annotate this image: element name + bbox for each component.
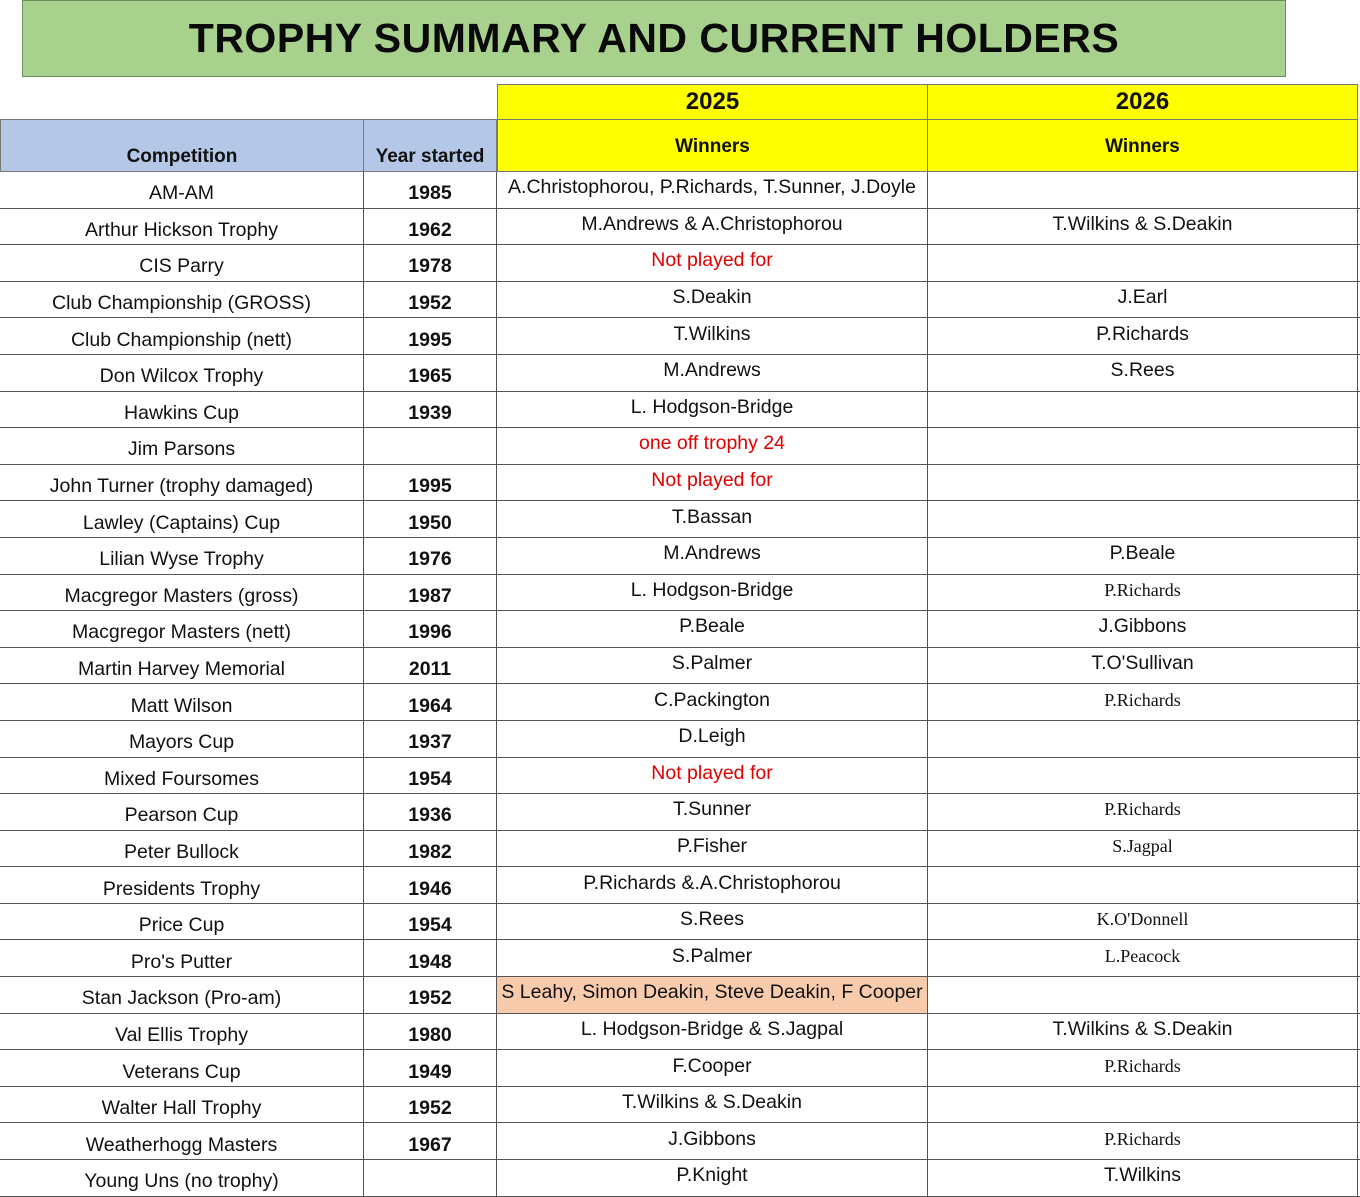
competition-cell: Club Championship (nett) [0,318,364,354]
year-started-cell: 1962 [364,209,497,245]
table-row [0,465,1360,502]
header-competition: Competition [0,119,364,172]
winners-2026-cell: P.Richards [928,318,1358,354]
table-row [0,867,1360,904]
header-winners-2025: Winners [497,119,928,172]
competition-cell: Mixed Foursomes [0,758,364,794]
winners-2026-cell [928,721,1358,757]
year-started-cell: 1985 [364,172,497,208]
competition-cell: Presidents Trophy [0,867,364,903]
winners-2026-cell [928,392,1358,428]
table-row [0,1160,1360,1197]
winners-2026-cell: L.Peacock [928,940,1358,976]
year-started-cell: 1995 [364,318,497,354]
table-row [0,611,1360,648]
year-started-cell: 1976 [364,538,497,574]
year-started-cell: 1978 [364,245,497,281]
table-row [0,245,1360,282]
year-started-cell: 1952 [364,1087,497,1123]
header-year-started: Year started [363,119,497,172]
winners-2025-cell: S Leahy, Simon Deakin, Steve Deakin, F Cooper [497,977,928,1013]
winners-2025-cell: P.Knight [497,1160,928,1196]
table-row [0,940,1360,977]
trophy-table-body [0,172,1360,1197]
winners-2025-cell: T.Sunner [497,794,928,830]
year-started-cell: 1948 [364,940,497,976]
winners-2025-cell: M.Andrews [497,538,928,574]
year-started-cell: 1996 [364,611,497,647]
competition-cell: Pro's Putter [0,940,364,976]
table-row [0,1087,1360,1124]
winners-2025-cell: T.Bassan [497,501,928,537]
table-row [0,209,1360,246]
table-row [0,794,1360,831]
winners-2026-cell: P.Richards [928,575,1358,611]
winners-2026-cell [928,758,1358,794]
year-started-cell: 1937 [364,721,497,757]
competition-cell: Jim Parsons [0,428,364,464]
table-row [0,721,1360,758]
title-banner [22,0,1286,77]
winners-2026-cell: P.Beale [928,538,1358,574]
competition-cell: Matt Wilson [0,684,364,720]
winners-2025-cell: M.Andrews [497,355,928,391]
table-row [0,684,1360,721]
table-row [0,392,1360,429]
winners-2026-cell: S.Jagpal [928,831,1358,867]
winners-2026-cell: T.O'Sullivan [928,648,1358,684]
competition-cell: Macgregor Masters (gross) [0,575,364,611]
winners-2026-cell [928,465,1358,501]
year-started-cell: 1995 [364,465,497,501]
winners-2025-cell: D.Leigh [497,721,928,757]
winners-2026-cell: J.Gibbons [928,611,1358,647]
competition-cell: AM-AM [0,172,364,208]
competition-cell: Peter Bullock [0,831,364,867]
header-year-2025: 2025 [497,84,928,120]
year-started-cell: 2011 [364,648,497,684]
competition-cell: Macgregor Masters (nett) [0,611,364,647]
winners-2025-cell: C.Packington [497,684,928,720]
winners-2025-cell: J.Gibbons [497,1123,928,1159]
winners-2025-cell: P.Richards &.A.Christophorou [497,867,928,903]
header-year-2026: 2026 [927,84,1358,120]
winners-2025-cell: S.Palmer [497,648,928,684]
winners-2026-cell [928,501,1358,537]
year-started-cell: 1964 [364,684,497,720]
competition-cell: Hawkins Cup [0,392,364,428]
competition-cell: CIS Parry [0,245,364,281]
table-row [0,648,1360,685]
table-row [0,318,1360,355]
winners-2026-cell: S.Rees [928,355,1358,391]
winners-2025-cell: T.Wilkins [497,318,928,354]
year-started-cell: 1950 [364,501,497,537]
winners-2026-cell: K.O'Donnell [928,904,1358,940]
winners-2026-cell: P.Richards [928,684,1358,720]
competition-cell: Lawley (Captains) Cup [0,501,364,537]
year-started-cell: 1967 [364,1123,497,1159]
table-row [0,1123,1360,1160]
winners-2025-cell: T.Wilkins & S.Deakin [497,1087,928,1123]
winners-2025-cell: Not played for [497,465,928,501]
winners-2025-cell: one off trophy 24 [497,428,928,464]
table-row [0,501,1360,538]
winners-2026-cell [928,867,1358,903]
competition-cell: Young Uns (no trophy) [0,1160,364,1196]
winners-2025-cell: L. Hodgson-Bridge [497,575,928,611]
winners-2025-cell: P.Beale [497,611,928,647]
winners-2026-cell: J.Earl [928,282,1358,318]
year-started-cell: 1987 [364,575,497,611]
year-started-cell: 1954 [364,758,497,794]
winners-2025-cell: F.Cooper [497,1050,928,1086]
year-started-cell: 1952 [364,282,497,318]
winners-2025-cell: Not played for [497,245,928,281]
competition-cell: Don Wilcox Trophy [0,355,364,391]
competition-cell: Arthur Hickson Trophy [0,209,364,245]
year-started-cell [364,1160,497,1196]
winners-2026-cell [928,1087,1358,1123]
table-row [0,575,1360,612]
table-row [0,282,1360,319]
table-row [0,904,1360,941]
table-row [0,1050,1360,1087]
winners-2025-cell: A.Christophorou, P.Richards, T.Sunner, J.Doyle [497,172,928,208]
winners-2025-cell: S.Rees [497,904,928,940]
header-winners-2026: Winners [927,119,1358,172]
competition-cell: Lilian Wyse Trophy [0,538,364,574]
winners-2026-cell: T.Wilkins [928,1160,1358,1196]
competition-cell: Club Championship (GROSS) [0,282,364,318]
winners-2026-cell: P.Richards [928,794,1358,830]
winners-2026-cell [928,172,1358,208]
table-row [0,758,1360,795]
year-started-cell [364,428,497,464]
table-row [0,428,1360,465]
winners-2026-cell: T.Wilkins & S.Deakin [928,209,1358,245]
winners-2026-cell [928,245,1358,281]
year-started-cell: 1952 [364,977,497,1013]
winners-2026-cell: P.Richards [928,1050,1358,1086]
competition-cell: Mayors Cup [0,721,364,757]
year-started-cell: 1936 [364,794,497,830]
competition-cell: Pearson Cup [0,794,364,830]
competition-cell: Veterans Cup [0,1050,364,1086]
page-title: TROPHY SUMMARY AND CURRENT HOLDERS [188,15,1120,61]
winners-2026-cell [928,977,1358,1013]
table-row [0,1014,1360,1051]
winners-2025-cell: Not played for [497,758,928,794]
competition-cell: John Turner (trophy damaged) [0,465,364,501]
table-row [0,355,1360,392]
competition-cell: Price Cup [0,904,364,940]
competition-cell: Martin Harvey Memorial [0,648,364,684]
table-row [0,977,1360,1014]
competition-cell: Val Ellis Trophy [0,1014,364,1050]
winners-2026-cell: P.Richards [928,1123,1358,1159]
year-started-cell: 1949 [364,1050,497,1086]
winners-2025-cell: L. Hodgson-Bridge [497,392,928,428]
winners-2026-cell [928,428,1358,464]
year-started-cell: 1946 [364,867,497,903]
year-started-cell: 1980 [364,1014,497,1050]
year-started-cell: 1982 [364,831,497,867]
winners-2025-cell: M.Andrews & A.Christophorou [497,209,928,245]
winners-2026-cell: T.Wilkins & S.Deakin [928,1014,1358,1050]
year-started-cell: 1965 [364,355,497,391]
competition-cell: Weatherhogg Masters [0,1123,364,1159]
winners-2025-cell: S.Palmer [497,940,928,976]
competition-cell: Stan Jackson (Pro-am) [0,977,364,1013]
winners-2025-cell: S.Deakin [497,282,928,318]
competition-cell: Walter Hall Trophy [0,1087,364,1123]
table-row [0,538,1360,575]
year-started-cell: 1954 [364,904,497,940]
table-row [0,831,1360,868]
table-row [0,172,1360,209]
winners-2025-cell: L. Hodgson-Bridge & S.Jagpal [497,1014,928,1050]
year-started-cell: 1939 [364,392,497,428]
winners-2025-cell: P.Fisher [497,831,928,867]
